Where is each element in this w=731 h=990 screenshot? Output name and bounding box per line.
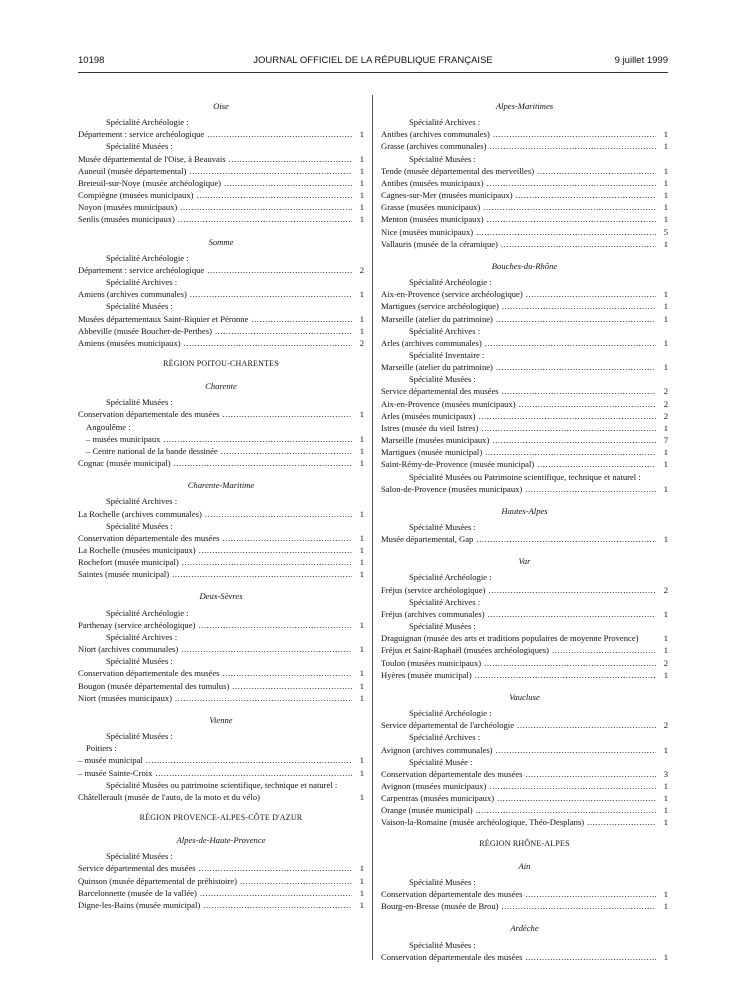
list-item: Service départemental de l'archéologie ..... 2 — [381, 719, 668, 731]
region-title: RÉGION POITOU-CHARENTES — [163, 358, 279, 368]
region-title: RÉGION RHÔNE-ALPES — [479, 838, 570, 848]
specialty-label: Spécialité Musées : — [409, 939, 476, 950]
specialty-label: Spécialité Musées : — [409, 876, 476, 887]
list-item: Châtellerault (musée de l'auto, de la moto et du vélo) 1 — [78, 791, 364, 802]
specialty-label: Spécialité Musées : — [106, 141, 173, 152]
list-item: Auneuil (musée départemental) ..... 1 — [78, 165, 364, 177]
list-item: Fréjus (archives communales) ..... 1 — [381, 608, 668, 620]
section-title: Ain — [518, 860, 531, 871]
list-item: Conservation départementale des musées ..... 1 — [78, 408, 364, 420]
journal-title: JOURNAL OFFICIEL DE LA RÉPUBLIQUE FRANÇAISE — [253, 55, 493, 66]
specialty-label: Spécialité Musées : — [106, 301, 173, 312]
page-number: 10198 — [78, 55, 105, 66]
list-item: Amiens (musées municipaux) ..... 2 — [78, 337, 364, 349]
section-title: Deux-Sèvres — [199, 591, 243, 602]
specialty-label: Spécialité Archives : — [106, 631, 178, 642]
specialty-label: Spécialité Musées : — [409, 522, 476, 532]
list-item: Fréjus et Saint-Raphaël (musées archéologiques) ..... 1 — [381, 644, 668, 656]
list-item: Noyon (musées municipaux) ..... 1 — [78, 201, 364, 213]
page-header — [78, 55, 668, 69]
specialty-label: Spécialité Musées : — [106, 731, 173, 742]
specialty-label: Spécialité Musées : — [409, 153, 476, 164]
list-item: La Rochelle (archives communales) ..... 1 — [78, 508, 364, 520]
list-item: Conservation départementale des musées ..... 1 — [381, 951, 668, 963]
list-item: – musée municipal ..... 1 — [78, 754, 364, 766]
section-title: Charente — [205, 381, 237, 392]
list-item: Fréjus (service archéologique) ..... 2 — [381, 584, 668, 596]
list-item: – musées municipaux ..... 1 — [78, 433, 364, 445]
list-item: Saint-Rémy-de-Provence (musée municipal) ..... 1 — [381, 458, 668, 470]
list-item: Service départemental des musées ..... 1 — [78, 862, 364, 874]
list-item: Barcelonnette (musée de la vallée) ..... 1 — [78, 887, 364, 899]
list-item: Niort (musées municipaux) ..... 1 — [78, 692, 364, 704]
specialty-label: Spécialité Musées : — [409, 374, 476, 385]
list-item: Nice (musées municipaux) ..... 5 — [381, 226, 668, 238]
list-item: Salon-de-Provence (musées municipaux) ..... 1 — [381, 483, 668, 495]
list-item: Istres (musée du vieil Istres) ..... 1 — [381, 422, 668, 434]
section-title: Hautes-Alpes — [501, 505, 548, 516]
list-item: Conservation départementale des musées ..... 1 — [381, 888, 668, 900]
section-title: Bouches-du-Rhône — [491, 260, 558, 271]
list-item: Musées départementaux Saint-Riquier et Péronne ..... 1 — [78, 313, 364, 325]
column-divider — [372, 95, 373, 960]
list-item: Grasse (musées municipaux) ..... 1 — [381, 201, 668, 213]
list-item: Conservation départementale des musées ..... 1 — [78, 532, 364, 544]
section-title: Vaucluse — [509, 691, 540, 702]
section-title: Ardèche — [510, 923, 539, 934]
list-item: Département : service archéologique ..... 2 — [78, 264, 364, 276]
section-title: Alpes-de-Haute-Provence — [176, 835, 266, 846]
specialty-label: Spécialité Archives : — [106, 496, 178, 507]
list-item: – musée Sainte-Croix ..... 1 — [78, 767, 364, 779]
list-item: Aix-en-Provence (musées municipaux) ..... 2 — [381, 398, 668, 410]
specialty-label: Spécialité Archéologie : — [409, 708, 492, 719]
list-item: Draguignan (musée des arts et traditions populaires de moyenne Provence) 1 — [381, 633, 668, 644]
list-item: Bourg-en-Bresse (musée de Brou) ..... 1 — [381, 900, 668, 912]
list-item: Marseille (atelier du patrimoine) ..... 1 — [381, 361, 668, 373]
specialty-label: Spécialité Musées ou patrimoine scientifique, technique et naturel : — [106, 779, 338, 790]
section-title: Somme — [208, 236, 234, 247]
list-item: Martigues (musée municipal) ..... 1 — [381, 446, 668, 458]
list-item: Parthenay (service archéologique) ..... 1 — [78, 619, 364, 631]
specialty-label: Spécialité Archives : — [409, 325, 481, 336]
list-item: Breteuil-sur-Noye (musée archéologique) ..... 1 — [78, 177, 364, 189]
specialty-label: Spécialité Archéologie : — [106, 117, 189, 128]
list-item: Antibes (musées municipaux) ..... 1 — [381, 177, 668, 189]
list-item: Vaison-la-Romaine (musée archéologique, Théo-Desplans) ..... 1 — [381, 816, 668, 828]
left-column — [78, 100, 364, 911]
list-item: Compiègne (musées municipaux) ..... 1 — [78, 189, 364, 201]
section-title: Charente-Maritime — [187, 480, 255, 491]
list-item: Niort (archives communales) ..... 1 — [78, 643, 364, 655]
specialty-label: Spécialité Musées : — [106, 656, 173, 667]
list-item: Avignon (archives communales) ..... 1 — [381, 744, 668, 756]
list-item: Menton (musées municipaux) ..... 1 — [381, 213, 668, 225]
list-item: Rochefort (musée municipal) ..... 1 — [78, 556, 364, 568]
list-item: Amiens (archives communales) ..... 1 — [78, 288, 364, 300]
section-title: Vienne — [209, 714, 233, 725]
specialty-label: Spécialité Archives : — [409, 732, 481, 743]
specialty-label: Spécialité Archives : — [409, 117, 481, 128]
list-item: Bougon (musée départemental des tumulus) ..... 1 — [78, 680, 364, 692]
list-item: Avignon (musées municipaux) ..... 1 — [381, 780, 668, 792]
list-item: Musée départemental de l'Oise, à Beauvais ..... 1 — [78, 153, 364, 165]
specialty-label: Spécialité Musées ou Patrimoine scientifique, technique et naturel : — [409, 471, 641, 482]
specialty-label: Spécialité Musées : — [409, 621, 476, 632]
list-item: La Rochelle (musées municipaux) ..... 1 — [78, 544, 364, 556]
list-item: Vallauris (musée de la céramique) ..... 1 — [381, 238, 668, 250]
list-item: Toulon (musées municipaux) ..... 2 — [381, 657, 668, 669]
list-item: Saintes (musée municipal) ..... 1 — [78, 568, 364, 580]
list-item: Musée départemental, Gap ..... 1 — [381, 533, 668, 545]
specialty-label: Spécialité Musées : — [106, 520, 173, 531]
list-item: Grasse (archives communales) ..... 1 — [381, 140, 668, 152]
list-item: – Centre national de la bande dessinée ..... 1 — [78, 445, 364, 457]
section-title: Alpes-Maritimes — [495, 101, 554, 111]
specialty-label: Spécialité Archéologie : — [106, 252, 189, 263]
specialty-label: Spécialité Musée : — [409, 756, 473, 767]
list-item: Hyères (musée municipal) ..... 1 — [381, 669, 668, 681]
issue-date: 9 juillet 1999 — [614, 55, 668, 66]
specialty-label: Spécialité Archéologie : — [409, 277, 492, 288]
list-item: Conservation départementale des musées ..... 1 — [78, 667, 364, 679]
specialty-label: Spécialité Musées : — [106, 397, 173, 408]
list-item: Service départemental des musées ..... 2 — [381, 385, 668, 397]
header-rule — [78, 72, 668, 73]
list-item: Arles (archives communales) ..... 1 — [381, 337, 668, 349]
list-item: Marseille (atelier du patrimoine) ..... 1 — [381, 313, 668, 325]
list-item: Senlis (musées municipaux) ..... 1 — [78, 213, 364, 225]
specialty-label: Spécialité Archéologie : — [409, 572, 492, 583]
list-item: Martigues (service archéologique) ..... 1 — [381, 300, 668, 312]
list-item: Cagnes-sur-Mer (musées municipaux) ..... 1 — [381, 189, 668, 201]
city-label: Poitiers : — [86, 743, 117, 754]
list-item: Arles (musées municipaux) ..... 2 — [381, 410, 668, 422]
list-item: Orange (musée municipal) ..... 1 — [381, 804, 668, 816]
specialty-label: Spécialité Inventaire : — [409, 349, 485, 360]
list-item: Conservation départementale des musées ..... 3 — [381, 768, 668, 780]
list-item: Cognac (musée municipal) ..... 1 — [78, 457, 364, 469]
list-item: Département : service archéologique ..... 1 — [78, 128, 364, 140]
section-title: Oise — [213, 101, 229, 111]
region-title: RÉGION PROVENCE-ALPES-CÔTE D'AZUR — [139, 812, 303, 822]
list-item: Quinson (musée départemental de préhistoire) ..... 1 — [78, 875, 364, 887]
right-column — [381, 100, 668, 963]
list-item: Digne-les-Bains (musée municipal) ..... 1 — [78, 899, 364, 911]
specialty-label: Spécialité Archéologie : — [106, 607, 189, 618]
list-item: Antibes (archives communales) ..... 1 — [381, 128, 668, 140]
list-item: Aix-en-Provence (service archéologique) ..... 1 — [381, 288, 668, 300]
specialty-label: Spécialité Archives : — [409, 596, 481, 607]
city-label: Angoulême : — [86, 421, 131, 432]
specialty-label: Spécialité Archives : — [106, 277, 178, 288]
list-item: Carpentras (musées municipaux) ..... 1 — [381, 792, 668, 804]
list-item: Tende (musée départemental des merveilles) ..... 1 — [381, 165, 668, 177]
section-title: Var — [518, 556, 531, 567]
specialty-label: Spécialité Musées : — [106, 851, 173, 862]
list-item: Abbeville (musée Boucher-de-Perthes) ..... 1 — [78, 325, 364, 337]
list-item: Marseille (musées municipaux) ..... 7 — [381, 434, 668, 446]
